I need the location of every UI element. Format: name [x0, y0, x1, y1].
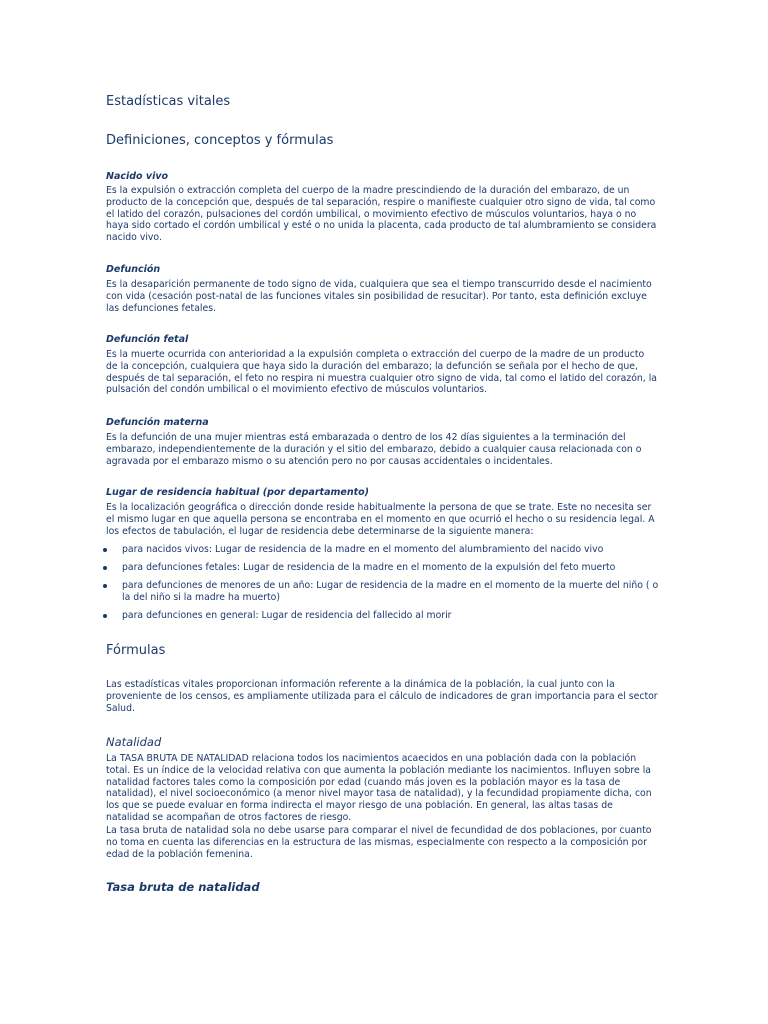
list-item: para nacidos vivos: Lugar de residencia de la madre en el momento del alumbramiento del nacido vivo — [122, 544, 662, 556]
list-item: para defunciones de menores de un año: Lugar de residencia de la madre en el momento de la muerte del niño ( o la del niño si la madre ha muerto) — [122, 580, 662, 604]
list-item: para defunciones en general: Lugar de residencia del fallecido al morir — [122, 610, 662, 622]
term-nacido-vivo: Nacido vivo — [106, 171, 169, 182]
natalidad-paragraph-2: La tasa bruta de natalidad sola no debe usarse para comparar el nivel de fecundidad de dos poblaciones, por cuanto no toma en cuenta las diferencias en la estructura de las mismas, especialmente con respecto a la composición por edad de la población femenina. — [106, 825, 652, 860]
tasa-bruta-heading: Tasa bruta de natalidad — [106, 880, 260, 894]
term-lugar-residencia: Lugar de residencia habitual (por departamento) — [106, 487, 369, 498]
definition-nacido-vivo: Es la expulsión o extracción completa del cuerpo de la madre prescindiendo de la duración del embarazo, de un producto de la concepción que, después de tal separación, respire o manifieste cualquier otro signo de vida, tal como el latido del corazón, pulsaciones del cordón umbilical, o movimiento efectivo de músculos voluntarios, haya o no haya sido cortado el cordón umbilical y esté o no unida la placenta, cada producto de tal alumbramiento se considera nacido vivo. — [106, 185, 657, 244]
term-defuncion: Defunción — [106, 264, 161, 275]
natalidad-heading: Natalidad — [106, 735, 162, 749]
definition-lugar-residencia: Es la localización geográfica o dirección donde reside habitualmente la persona de que se trate. Este no necesita ser el mismo lugar en que aquella persona se encontraba en el momento en que ocurrió el hecho o su residencia legal. A los efectos de tabulación, el lugar de residencia debe determinarse de la siguiente manera: — [106, 502, 655, 537]
formulas-heading: Fórmulas — [106, 643, 166, 658]
term-defuncion-materna: Defunción materna — [106, 417, 209, 428]
bullet-icon — [103, 584, 107, 588]
page-title: Estadísticas vitales — [106, 94, 231, 109]
definition-defuncion: Es la desaparición permanente de todo signo de vida, cualquiera que sea el tiempo transcurrido desde el nacimiento con vida (cesación post-natal de las funciones vitales sin posibilidad de resucitar). Por tanto, esta definición excluye las defunciones fetales. — [106, 279, 652, 314]
page-subtitle: Definiciones, conceptos y fórmulas — [106, 133, 334, 148]
bullet-icon — [103, 548, 107, 552]
term-defuncion-fetal: Defunción fetal — [106, 334, 189, 345]
formulas-intro: Las estadísticas vitales proporcionan información referente a la dinámica de la población, la cual junto con la proveniente de los censos, es ampliamente utilizada para el cálculo de indicadores de gran importancia para el sector Salud. — [106, 679, 658, 714]
bullet-icon — [103, 614, 107, 618]
definition-defuncion-materna: Es la defunción de una mujer mientras está embarazada o dentro de los 42 días siguientes a la terminación del embarazo, independientemente de la duración y el sitio del embarazo, debido a cualquier causa relacionada con o agravada por el embarazo mismo o su atención pero no por causas accidentales o incidentales. — [106, 432, 642, 467]
natalidad-paragraph-1: La TASA BRUTA DE NATALIDAD relaciona todos los nacimientos acaecidos en una población dada con la población total. Es un índice de la velocidad relativa con que aumenta la población mediante los nacimientos. Influyen sobre la natalidad factores tales como la composición por edad (cuando más joven es la población mayor es la tasa de natalidad), el nivel socioeconómico (a menor nivel mayor tasa de natalidad), y la fecundidad propiamente dicha, con los que se puede evaluar en forma indirecta el mayor riesgo de una población. En general, las altas tasas de natalidad se acompañan de otros factores de riesgo. — [106, 753, 652, 823]
definition-defuncion-fetal: Es la muerte ocurrida con anterioridad a la expulsión completa o extracción del cuerpo de la madre de un producto de la concepción, cualquiera que haya sido la duración del embarazo; la defunción se señala por el hecho de que, después de tal separación, el feto no respira ni muestra cualquier otro signo de vida, tal como el latido del corazón, la pulsación del condón umbilical o el movimiento efectivo de músculos voluntarios. — [106, 349, 657, 396]
bullet-icon — [103, 566, 107, 570]
list-item: para defunciones fetales: Lugar de residencia de la madre en el momento de la expulsión del feto muerto — [122, 562, 662, 574]
